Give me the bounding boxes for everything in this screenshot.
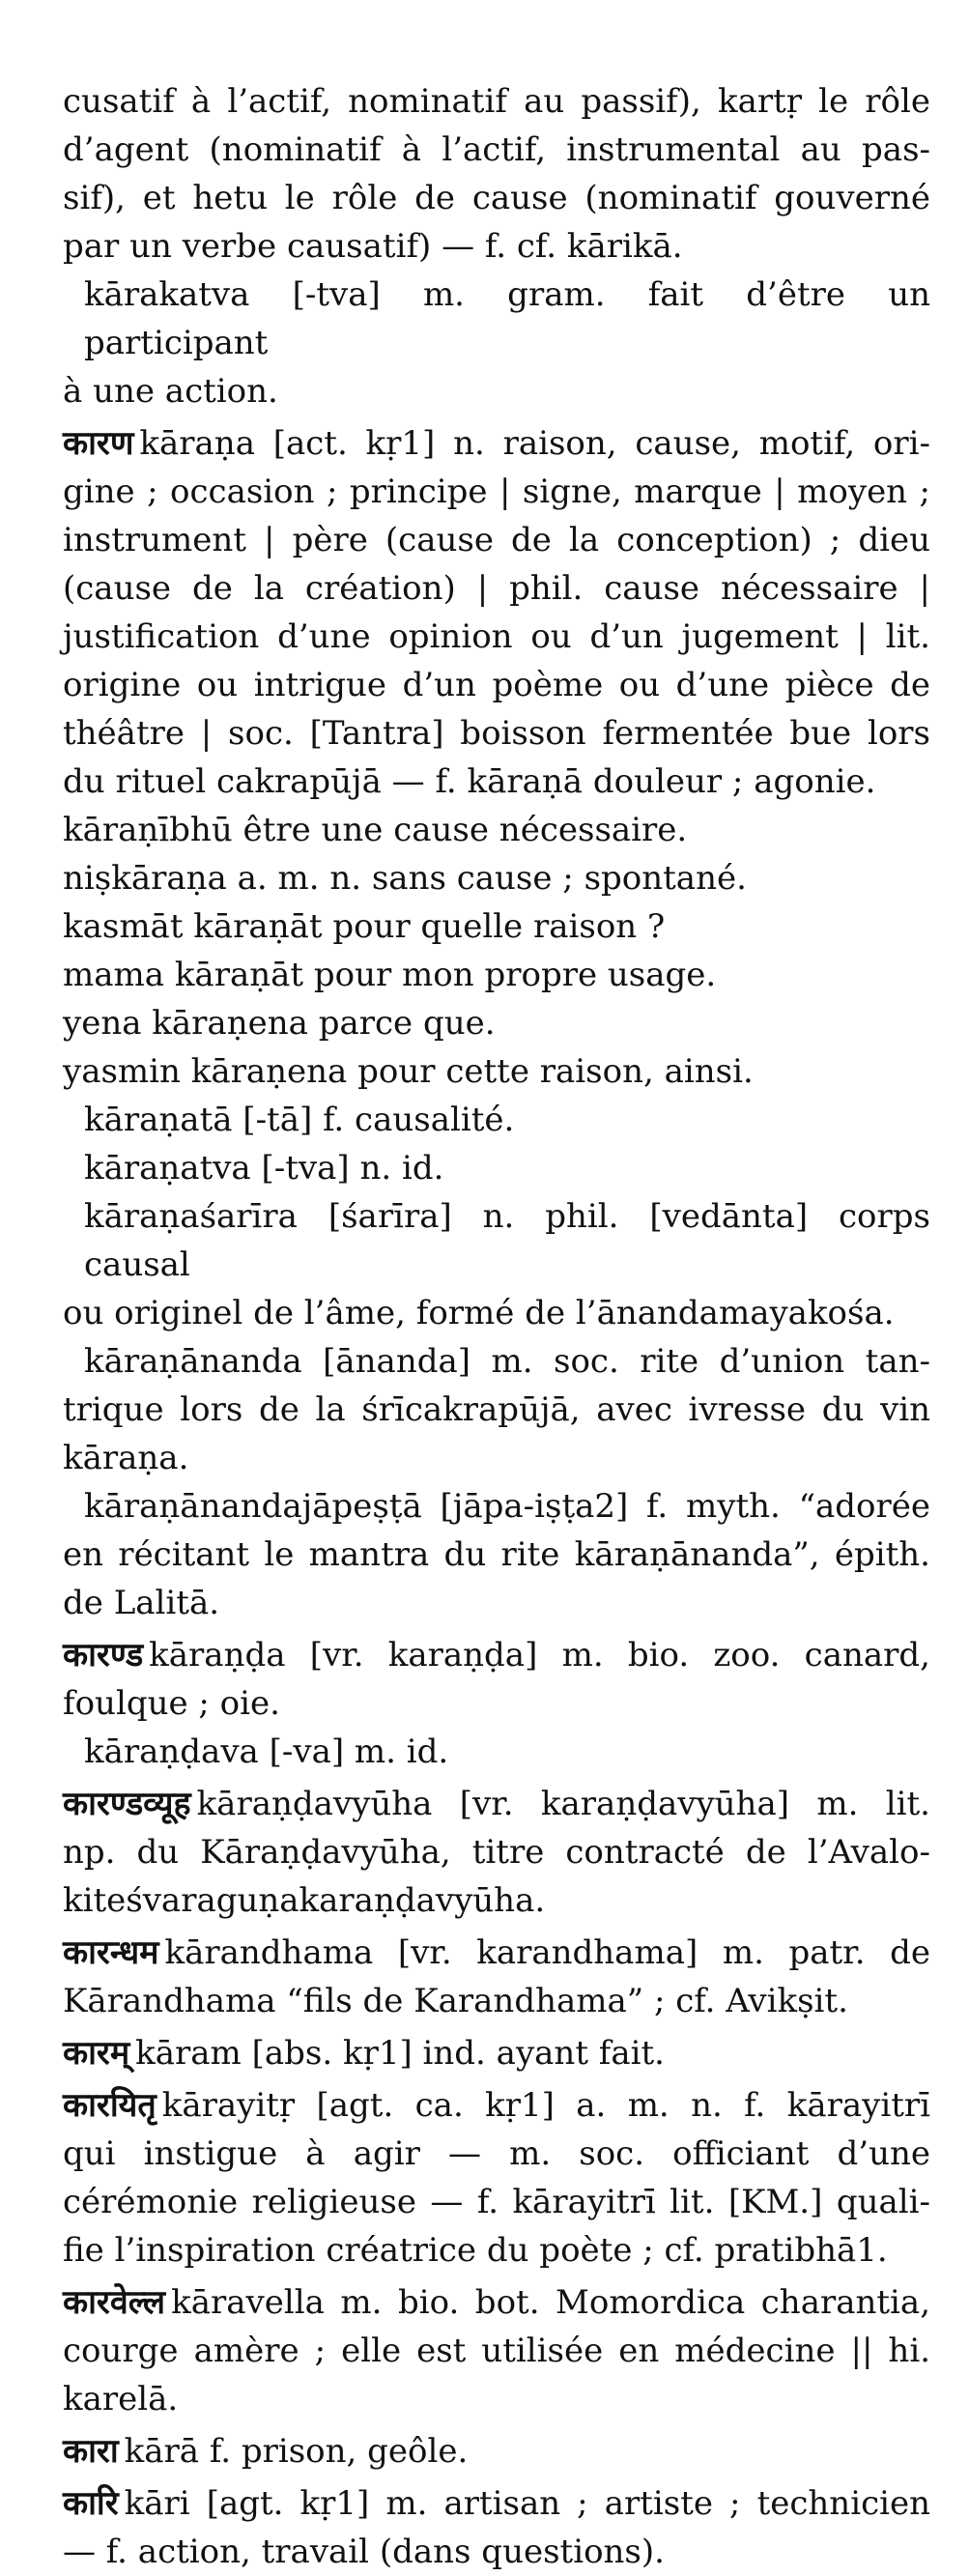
entry-karanda [63,1631,930,1728]
text-line: kārakatva [-tva] m. gram. fait d’être un participant [84,275,930,362]
text-line: kāraṇḍava [-va] m. id. [84,1732,449,1771]
text-line: par un verbe causatif) — f. cf. kārikā. [63,227,683,266]
devanagari-headword: कारवेल्ल [63,2283,166,2322]
text-line: cusatif à l’actif, nominatif au passif), kartṛ le rôle [63,82,930,121]
devanagari-headword: कारण्ड [63,1636,144,1674]
entry-karandhama [63,1929,930,2025]
phrase-yasmin-karanena [63,1047,930,1096]
entry-karanata [63,1096,930,1144]
entry-karakatva [63,271,930,415]
text-line: kāraṇaśarīra [śarīra] n. phil. [vedānta] corps causal [84,1197,930,1284]
text-line: kāraṇatā [-tā] f. causalité. [84,1101,515,1139]
text-line: d’agent (nominatif à l’actif, instrumental au pas- [63,130,930,169]
text-line: (cause de la création) | phil. cause nécessaire | [63,569,930,608]
phrase-kasmat-karanat [63,902,930,951]
phrase-mama-karanat [63,951,930,999]
devanagari-headword: कारण [63,424,134,463]
headword-line [63,1929,930,1977]
entry-kara [63,2427,930,2476]
headword-line [63,1631,930,1679]
headword-line [63,419,930,468]
text-line: qui instigue à agir — m. soc. officiant d’une [63,2134,930,2173]
headword-line [63,2081,930,2130]
entry-karananda [63,1337,930,1482]
text-line: foulque ; oie. [63,1684,280,1723]
entry-karanatva [63,1144,930,1192]
text-line: kārandhama [vr. karandhama] m. patr. de [164,1933,930,1972]
text-line: kāri [agt. kṛ1] m. artisan ; artiste ; technicien [124,2484,930,2523]
entry-karananandajapesta [63,1482,930,1627]
devanagari-headword: कारि [63,2484,119,2523]
entry-karandava [63,1728,930,1776]
text-line: kāraṇānandajāpeṣṭā [jāpa-iṣṭa2] f. myth. “adorée [84,1487,930,1526]
entry-karavella [63,2278,930,2423]
devanagari-headword: कारन्धम [63,1933,159,1972]
text-line: np. du Kāraṇḍavyūha, titre contracté de l’Avalo- [63,1833,930,1872]
text-line: niṣkāraṇa a. m. n. sans cause ; spontané. [63,859,747,898]
text-line: mama kāraṇāt pour mon propre usage. [63,956,717,994]
entry-karandavyuha [63,1780,930,1925]
text-line: théâtre | soc. [Tantra] boisson fermentée bue lors [63,714,930,753]
devanagari-headword: कारयितृ [63,2086,157,2125]
text-line: kāraṇatva [-tva] n. id. [84,1149,444,1188]
text-line: en récitant le mantra du rite kāraṇānanda”, épith. [63,1535,930,1574]
text-line: kāraṇa [act. kṛ1] n. raison, cause, motif, ori- [139,424,930,463]
text-line: du rituel cakrapūjā — f. kāraṇā douleur ; agonie. [63,762,876,801]
entry-karam [63,2029,930,2077]
text-line: sif), et hetu le rôle de cause (nominatif gouverné [63,179,930,217]
devanagari-headword: कारम् [63,2034,130,2073]
phrase-karanibhu [63,806,930,854]
text-line: kāraṇḍavyūha [vr. karaṇḍavyūha] m. lit. [196,1785,930,1823]
phrase-niskarana [63,854,930,902]
entry-karanasarira [63,1192,930,1337]
headword-line [63,2029,930,2077]
headword-line [63,1780,930,1828]
devanagari-headword: कारण्डव्यूह [63,1785,191,1823]
text-line: kārā f. prison, geôle. [124,2432,469,2471]
text-line: ou originel de l’âme, formé de l’ānandamayakośa. [63,1294,895,1332]
devanagari-headword: कारा [63,2432,119,2471]
text-line: kāraṇḍa [vr. karaṇḍa] m. bio. zoo. canard, [149,1636,930,1674]
entry-continuation [63,77,930,271]
text-line: gine ; occasion ; principe | signe, marque | moyen ; [63,472,930,511]
text-line: trique lors de la śrīcakrapūjā, avec ivresse du vin [63,1390,930,1429]
text-line: yasmin kāraṇena pour cette raison, ainsi. [63,1052,754,1091]
entry-kari [63,2479,930,2576]
text-line: yena kāraṇena parce que. [63,1004,496,1043]
text-line: kāraṇa. [63,1439,189,1477]
text-line: kārayitṛ [agt. ca. kṛ1] a. m. n. f. kārayitrī [161,2086,930,2125]
entry-karayitr [63,2081,930,2275]
text-line: kasmāt kāraṇāt pour quelle raison ? [63,907,666,946]
text-line: cérémonie religieuse — f. kārayitrī lit. [KM.] quali- [63,2183,930,2221]
text-line: kāram [abs. kṛ1] ind. ayant fait. [135,2034,665,2073]
entry-karana [63,419,930,806]
text-line: fie l’inspiration créatrice du poète ; cf. pratibhā1. [63,2231,888,2270]
text-line: justification d’une opinion ou d’un jugement | lit. [63,617,930,656]
headword-line [63,2278,930,2327]
text-line: Kārandhama “fils de Karandhama” ; cf. Avikṣit. [63,1982,848,2020]
text-line: à une action. [63,372,278,411]
text-line: kiteśvaraguṇakaraṇḍavyūha. [63,1881,546,1920]
text-line: kāravella m. bio. bot. Momordica charantia, [171,2283,930,2322]
text-line: instrument | père (cause de la conception) ; dieu [63,521,930,559]
text-line: kāraṇānanda [ānanda] m. soc. rite d’union tan- [84,1342,930,1381]
text-line: de Lalitā. [63,1584,220,1622]
text-line: courge amère ; elle est utilisée en médecine || hi. [63,2332,930,2370]
headword-line [63,2427,930,2476]
text-line: karelā. [63,2380,179,2419]
text-line: origine ou intrigue d’un poème ou d’une pièce de [63,666,930,704]
headword-line [63,2479,930,2528]
text-line: kāraṇībhū être une cause nécessaire. [63,811,688,849]
text-line: — f. action, travail (dans questions). [63,2533,665,2571]
phrase-yena-karanena [63,999,930,1047]
